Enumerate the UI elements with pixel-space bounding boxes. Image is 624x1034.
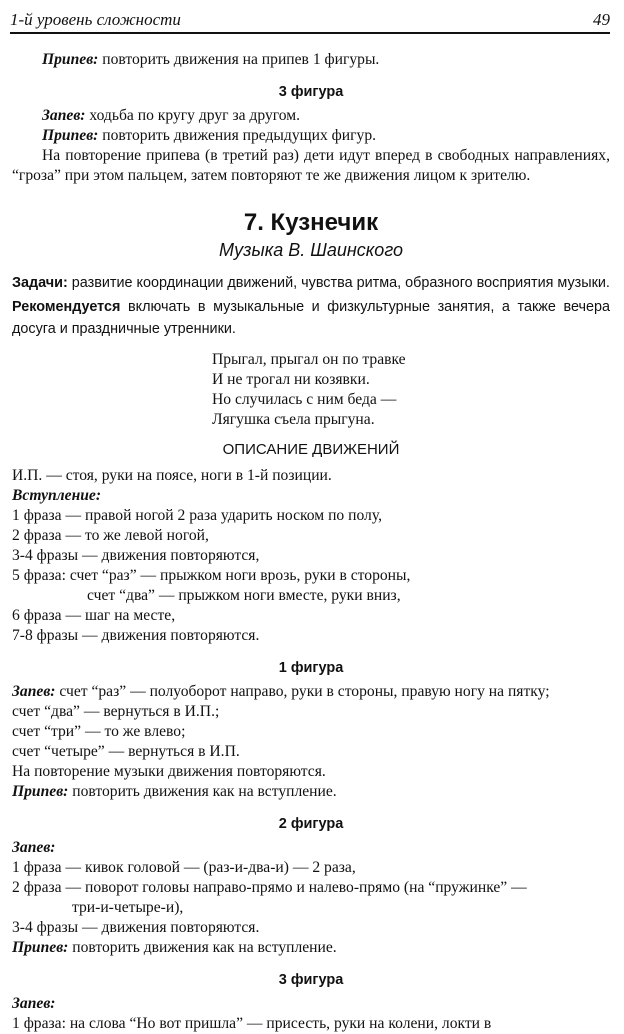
figure-2-line: три-и-четыре-и),: [72, 899, 184, 916]
figure-3-line: 1 фраза: на слова “Но вот пришла” — присесть, руки на колени, локти в: [12, 1015, 492, 1032]
section-heading: ОПИСАНИЕ ДВИЖЕНИЙ: [222, 441, 400, 458]
pripev-label: Припев:: [42, 127, 99, 144]
intro-line: 5 фраза: счет “раз” — прыжком ноги врозь, руки в стороны,: [12, 567, 411, 584]
pripev-label: Припев:: [42, 51, 99, 68]
figure-1-line: счет “два” — вернуться в И.П.;: [12, 703, 220, 720]
intro-line: 6 фраза — шаг на месте,: [12, 607, 176, 624]
intro-label: Вступление:: [12, 487, 102, 504]
pripev-line: [12, 938, 610, 958]
pripev-line: [12, 126, 610, 146]
pripev-text: повторить движения предыдущих фигур.: [98, 127, 377, 144]
pripev-line: [12, 782, 610, 802]
zapev-line: [12, 106, 610, 126]
page-number: 49: [593, 10, 610, 29]
zapev-label: Запев:: [12, 683, 56, 700]
page-content: [12, 50, 610, 1034]
poem-line: Лягушка съела прыгуна.: [212, 411, 375, 428]
pripev-label: Припев:: [12, 783, 69, 800]
pripev-text: повторить движения как на вступление.: [68, 939, 337, 956]
intro-line: счет “два” — прыжком ноги вместе, руки вниз,: [87, 587, 401, 604]
recommendation-text: включать в музыкальные и физкультурные занятия, а также вечера досуга и праздничные утренники.: [12, 299, 610, 337]
zapev-label: Запев:: [42, 107, 86, 124]
poem-line: И не трогал ни козявки.: [212, 371, 370, 388]
zapev-line: [12, 682, 610, 702]
poem: [212, 350, 610, 430]
intro-line: 1 фраза — правой ногой 2 раза ударить носком по полу,: [12, 507, 382, 524]
pripev-label: Припев:: [12, 939, 69, 956]
figure-3-heading: 3 фигура: [278, 972, 344, 988]
start-position: И.П. — стоя, руки на поясе, ноги в 1-й позиции.: [12, 467, 332, 484]
intro-line: 2 фраза — то же левой ногой,: [12, 527, 209, 544]
figure-1-line: счет “три” — то же влево;: [12, 723, 186, 740]
figure-2-line: 2 фраза — поворот головы направо-прямо и налево-прямо (на “пружинке” —: [12, 879, 527, 896]
figure-3-heading: 3 фигура: [278, 84, 344, 100]
recommendation-label: Рекомендуется: [12, 299, 121, 315]
pripev-text: повторить движения на припев 1 фигуры.: [98, 51, 380, 68]
figure-2-line: 1 фраза — кивок головой — (раз-и-два-и) — 2 раза,: [12, 859, 356, 876]
chapter-title: 1-й уровень сложности: [10, 10, 181, 29]
paragraph: На повторение припева (в третий раз) дети идут вперед в свободных направлениях, “гроза” при этом пальцем, затем повторяют те же движения лицом к зрителю.: [12, 147, 610, 184]
figure-2-line: 3-4 фразы — движения повторяются.: [12, 919, 260, 936]
zapev-label: Запев:: [12, 995, 56, 1012]
song-subtitle: Музыка В. Шаинского: [218, 240, 404, 260]
zapev-text: счет “раз” — полуоборот направо, руки в стороны, правую ногу на пятку;: [55, 683, 550, 700]
intro-line: 7-8 фразы — движения повторяются.: [12, 627, 260, 644]
figure-2-heading: 2 фигура: [278, 816, 344, 832]
tasks-label: Задачи:: [12, 275, 68, 291]
pripev-text: повторить движения как на вступление.: [68, 783, 337, 800]
figure-1-line: На повторение музыки движения повторяются.: [12, 763, 326, 780]
zapev-label: Запев:: [12, 839, 56, 856]
poem-line: Прыгал, прыгал он по травке: [212, 351, 406, 368]
tasks-text: развитие координации движений, чувства ритма, образного восприятия музыки.: [67, 275, 610, 291]
pripev-line: [12, 50, 610, 70]
tasks-paragraph: [12, 272, 610, 294]
zapev-text: ходьба по кругу друг за другом.: [85, 107, 301, 124]
figure-1-heading: 1 фигура: [278, 660, 344, 676]
figure-1-line: счет “четыре” — вернуться в И.П.: [12, 743, 240, 760]
page-header: [10, 4, 610, 34]
recommendation-paragraph: [12, 296, 610, 340]
song-title: 7. Кузнечик: [243, 209, 379, 236]
poem-line: Но случилась с ним беда —: [212, 391, 397, 408]
intro-line: 3-4 фразы — движения повторяются,: [12, 547, 260, 564]
